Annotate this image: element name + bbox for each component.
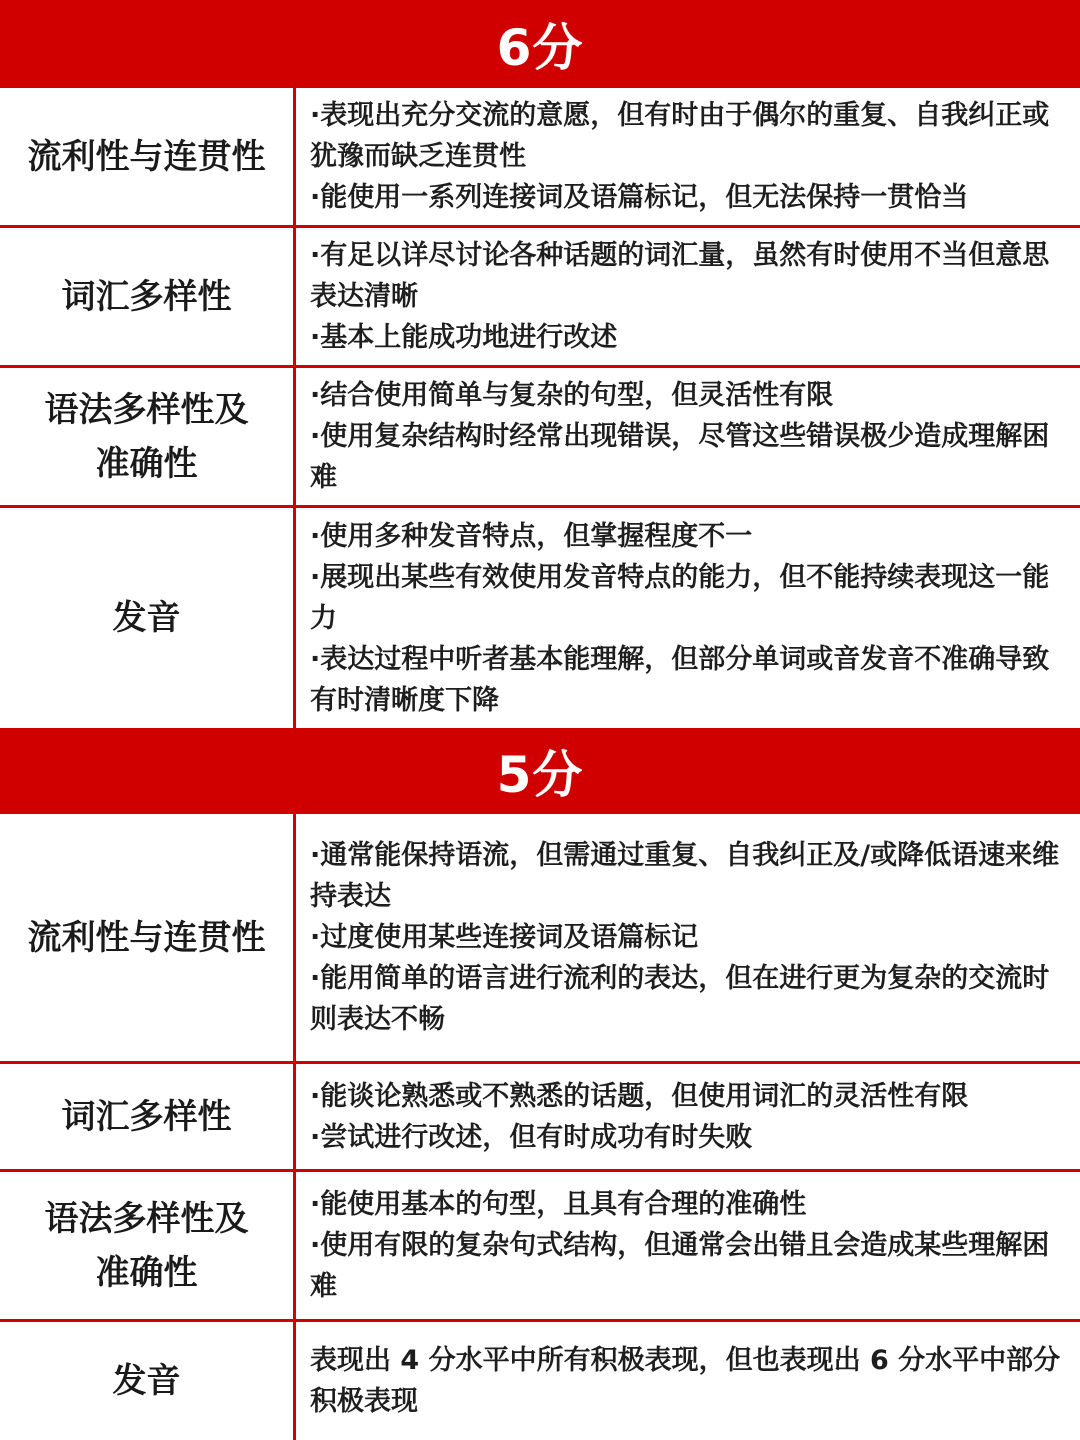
criteria-row-fluency	[0, 814, 1080, 1064]
criterion-description	[296, 368, 1080, 505]
criterion-description	[296, 1064, 1080, 1169]
description-line: ·表现出充分交流的意愿，但有时由于偶尔的重复、自我纠正或犹豫而缺乏连贯性	[310, 100, 1050, 172]
description-line: ·尝试进行改述，但有时成功有时失败	[310, 1121, 753, 1153]
criterion-label: 词汇多样性	[0, 228, 296, 365]
criterion-label: 发音	[0, 508, 296, 728]
criterion-label: 流利性与连贯性	[0, 814, 296, 1061]
criterion-description	[296, 88, 1080, 225]
description-line: 表现出 4 分水平中所有积极表现，但也表现出 6 分水平中部分积极表现	[310, 1345, 1061, 1417]
criterion-description	[296, 1172, 1080, 1319]
description-line: ·使用复杂结构时经常出现错误，尽管这些错误极少造成理解困难	[310, 421, 1050, 493]
description-line: ·能用简单的语言进行流利的表达，但在进行更为复杂的交流时则表达不畅	[310, 963, 1050, 1035]
score-band-5	[0, 728, 1080, 814]
criterion-description	[296, 508, 1080, 728]
description-line: ·能使用基本的句型，且具有合理的准确性	[310, 1189, 807, 1220]
criteria-row-fluency	[0, 88, 1080, 228]
score-title: 5分	[496, 746, 584, 804]
criteria-row-pronunciation	[0, 1322, 1080, 1440]
criterion-description	[296, 228, 1080, 365]
description-line: ·表达过程中听者基本能理解，但部分单词或音发音不准确导致有时清晰度下降	[310, 643, 1050, 716]
score-band-6	[0, 0, 1080, 88]
description-line: ·过度使用某些连接词及语篇标记	[310, 922, 699, 953]
criterion-label: 词汇多样性	[0, 1064, 296, 1169]
criterion-description	[296, 814, 1080, 1061]
criteria-row-lexical	[0, 1064, 1080, 1172]
criteria-row-pronunciation	[0, 508, 1080, 728]
criterion-description	[296, 1322, 1080, 1440]
description-line: ·有足以详尽讨论各种话题的词汇量，虽然有时使用不当但意思表达清晰	[310, 240, 1050, 312]
description-line: ·基本上能成功地进行改述	[310, 322, 618, 353]
description-line: ·结合使用简单与复杂的句型，但灵活性有限	[310, 380, 834, 411]
score-title: 6分	[496, 19, 584, 77]
criterion-label: 语法多样性及准确性	[0, 1172, 296, 1319]
criterion-label: 发音	[0, 1322, 296, 1440]
criteria-row-lexical	[0, 228, 1080, 368]
description-line: ·使用多种发音特点，但掌握程度不一	[310, 520, 753, 552]
description-line: ·使用有限的复杂句式结构，但通常会出错且会造成某些理解困难	[310, 1230, 1050, 1302]
criteria-row-grammar	[0, 1172, 1080, 1322]
criterion-label: 流利性与连贯性	[0, 88, 296, 225]
description-line: ·通常能保持语流，但需通过重复、自我纠正及/或降低语速来维持表达	[310, 840, 1060, 912]
description-line: ·能使用一系列连接词及语篇标记，但无法保持一贯恰当	[310, 182, 969, 213]
criteria-row-grammar	[0, 368, 1080, 508]
criterion-label: 语法多样性及准确性	[0, 368, 296, 505]
description-line: ·展现出某些有效使用发音特点的能力，但不能持续表现这一能力	[310, 561, 1050, 634]
description-line: ·能谈论熟悉或不熟悉的话题，但使用词汇的灵活性有限	[310, 1080, 969, 1112]
